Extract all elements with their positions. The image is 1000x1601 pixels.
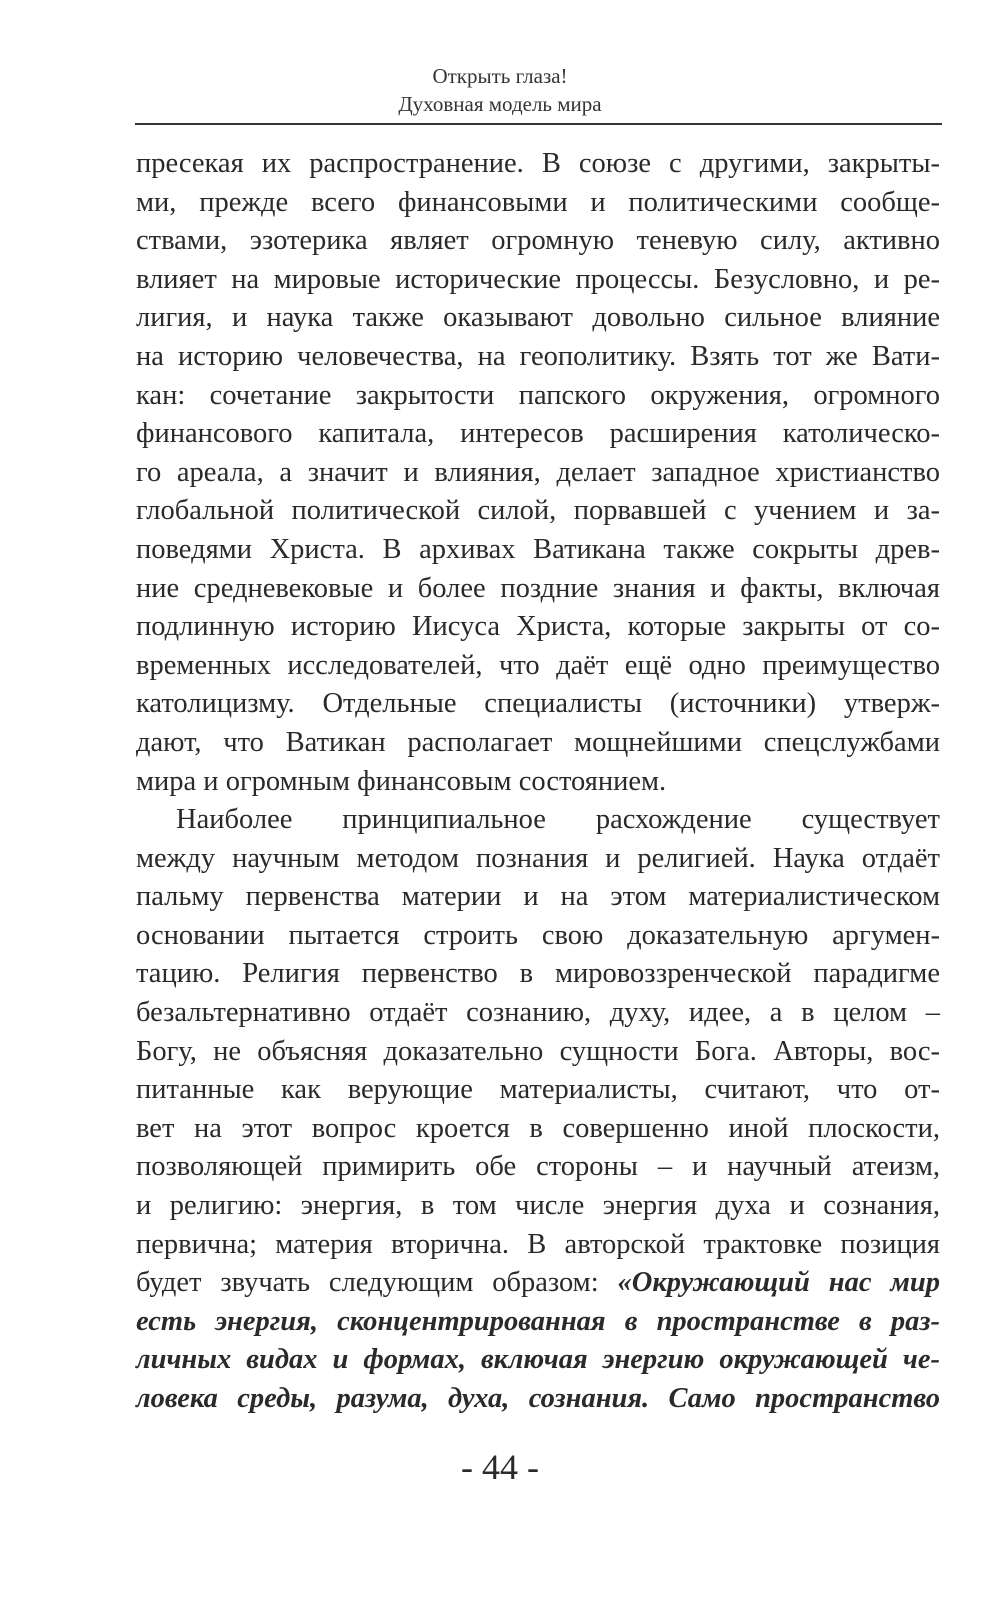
paragraph-start-line: Наиболее принципиальное расхождение существует — [176, 804, 940, 836]
running-header — [0, 62, 1000, 118]
text-line: питанные как верующие материалисты, считают, что от- — [136, 1074, 940, 1106]
text-line: го ареала, а значит и влияния, делает западное христианство — [136, 456, 940, 488]
emphasis-line: ловека среды, разума, духа, сознания. Само пространство — [136, 1383, 940, 1414]
plain-text-run: будет звучать следующим образом: — [136, 1267, 618, 1299]
page-number: - 44 - — [461, 1447, 539, 1487]
header-rule — [135, 123, 942, 125]
text-line: временных исследователей, что даёт ещё одно преимущество — [136, 649, 940, 681]
text-line: Богу, не объясняя доказательно сущности Бога. Авторы, вос- — [136, 1035, 940, 1067]
book-title: Открыть глаза! — [432, 64, 568, 88]
text-line: пальму первенства материи и на этом материалистическом — [136, 881, 940, 913]
text-line: влияет на мировые исторические процессы. Безусловно, и ре- — [136, 263, 940, 295]
text-line: кан: сочетание закрытости папского окружения, огромного — [136, 379, 940, 411]
text-line: поведями Христа. В архивах Ватикана также сокрыты древ- — [136, 533, 940, 565]
text-line: ми, прежде всего финансовыми и политическими сообще- — [136, 186, 940, 218]
text-line: между научным методом познания и религией. Наука отдаёт — [136, 842, 940, 874]
text-line: безальтернативно отдаёт сознанию, духу, идее, а в целом – — [136, 997, 940, 1029]
text-line: основании пытается строить свою доказательную аргумен- — [136, 919, 940, 951]
text-line: финансового капитала, интересов расширения католическо- — [136, 418, 940, 450]
text-line: католицизму. Отдельные специалисты (источники) утверж- — [136, 688, 940, 720]
emphasis-line: личных видах и формах, включая энергию окружающей че- — [136, 1344, 940, 1376]
text-line: и религию: энергия, в том числе энергия духа и сознания, — [136, 1190, 940, 1222]
text-line: вет на этот вопрос кроется в совершенно иной плоскости, — [136, 1112, 940, 1144]
text-line: лигия, и наука также оказывают довольно сильное влияние — [136, 302, 940, 334]
text-line: пресекая их распространение. В союзе с другими, закрыты- — [136, 148, 940, 179]
body-text — [136, 145, 940, 1419]
paragraph-end-line: мира и огромным финансовым состоянием. — [136, 765, 667, 797]
emphasis-line: есть энергия, сконцентрированная в пространстве в раз- — [136, 1305, 940, 1337]
text-line: подлинную историю Иисуса Христа, которые закрыты от со- — [136, 611, 940, 643]
text-line: дают, что Ватикан располагает мощнейшими спецслужбами — [136, 726, 940, 758]
book-subtitle: Духовная модель мира — [398, 92, 602, 116]
emphasis-text-run: «Окружающий нас мир — [617, 1267, 940, 1299]
text-line: ствами, эзотерика являет огромную теневую силу, активно — [136, 225, 940, 257]
text-line: глобальной политической силой, порвавшей с учением и за- — [136, 495, 940, 527]
text-line: первична; материя вторична. В авторской трактовке позиция — [136, 1228, 940, 1260]
text-line: позволяющей примирить обе стороны – и научный атеизм, — [136, 1151, 940, 1183]
mixed-text-line — [136, 1264, 940, 1303]
text-line: ние средневековые и более поздние знания и факты, включая — [136, 572, 940, 604]
text-line: на историю человечества, на геополитику. Взять тот же Вати- — [136, 340, 940, 372]
text-line: тацию. Религия первенство в мировоззренческой парадигме — [136, 958, 940, 990]
